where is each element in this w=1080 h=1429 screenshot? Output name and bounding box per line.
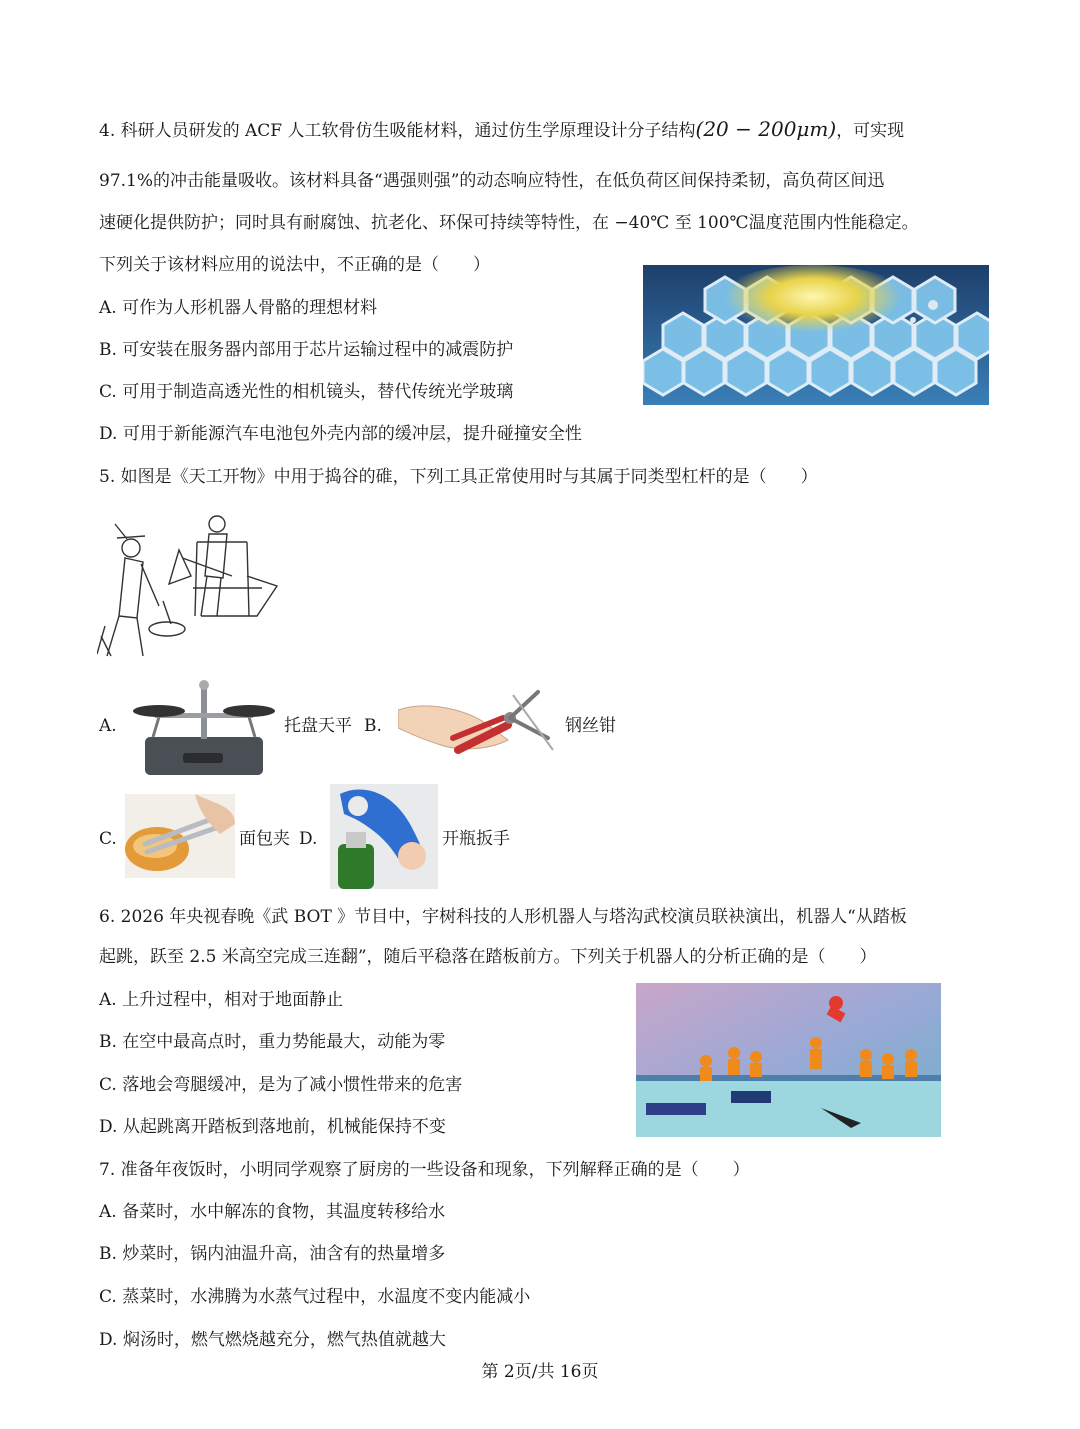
q7-option-b: B. 炒菜时，锅内油温升高，油含有的热量增多: [99, 1244, 446, 1264]
q5-option-c-label: C.: [99, 829, 117, 849]
q5-option-b-text: 钢丝钳: [565, 716, 616, 736]
q5-option-d-label: D.: [299, 829, 318, 849]
robot-performance-image: [636, 983, 941, 1137]
tiangong-kaiwu-pestle-image: [97, 506, 282, 661]
q4-formula: (20 − 200μm): [695, 117, 837, 141]
q4-option-c: C. 可用于制造高透光性的相机镜头，替代传统光学玻璃: [99, 382, 514, 402]
q6-option-d: D. 从起跳离开踏板到落地前，机械能保持不变: [99, 1117, 446, 1137]
honeycomb-material-image: [643, 265, 989, 405]
q4-stem-part1: 4. 科研人员研发的 ACF 人工软骨仿生吸能材料，通过仿生学原理设计分子结构: [99, 121, 696, 141]
q4-stem-tail: ，可实现: [836, 121, 905, 141]
bottle-opener-image: [330, 784, 438, 889]
q7-option-d: D. 焖汤时，燃气燃烧越充分，燃气热值就越大: [99, 1330, 446, 1350]
q6-line-1: 6. 2026 年央视春晚《武 BOT 》节目中，宇树科技的人形机器人与塔沟武校演员联袂演出，机器人“从踏板: [99, 907, 907, 927]
q7-option-c: C. 蒸菜时，水沸腾为水蒸气过程中，水温度不变内能减小: [99, 1287, 531, 1307]
q4-line-1: [99, 118, 904, 142]
q5-stem: 5. 如图是《天工开物》中用于捣谷的碓，下列工具正常使用时与其属于同类型杠杆的是（ ）: [99, 467, 818, 487]
bread-tongs-image: [125, 794, 235, 878]
q7-stem: 7. 准备年夜饭时，小明同学观察了厨房的一些设备和现象，下列解释正确的是（ ）: [99, 1160, 750, 1180]
q5-option-d-text: 开瓶扳手: [442, 829, 510, 849]
q4-line-4: 下列关于该材料应用的说法中，不正确的是（ ）: [99, 255, 490, 275]
q4-option-d: D. 可用于新能源汽车电池包外壳内部的缓冲层，提升碰撞安全性: [99, 424, 582, 444]
balance-scale-image: [125, 675, 283, 780]
q4-line-2: 97.1%的冲击能量吸收。该材料具备“遇强则强”的动态响应特性，在低负荷区间保持柔韧，高负荷区间迅: [99, 171, 885, 191]
q5-option-b-label: B.: [364, 716, 382, 736]
q7-option-a: A. 备菜时，水中解冻的食物，其温度转移给水: [99, 1202, 446, 1222]
q6-option-b: B. 在空中最高点时，重力势能最大，动能为零: [99, 1032, 446, 1052]
q5-option-a-text: 托盘天平: [284, 716, 352, 736]
q6-line-2: 起跳，跃至 2.5 米高空完成三连翻”，随后平稳落在踏板前方。下列关于机器人的分析正确的是（ ）: [99, 947, 877, 967]
q6-option-c: C. 落地会弯腿缓冲，是为了减小惯性带来的危害: [99, 1075, 463, 1095]
q4-option-b: B. 可安装在服务器内部用于芯片运输过程中的减震防护: [99, 340, 514, 360]
q4-line-3: 速硬化提供防护；同时具有耐腐蚀、抗老化、环保可持续等特性，在 −40℃ 至 100℃温度范围内性能稳定。: [99, 213, 919, 233]
wire-pliers-image: [398, 680, 558, 770]
q4-option-a: A. 可作为人形机器人骨骼的理想材料: [99, 298, 378, 318]
q6-option-a: A. 上升过程中，相对于地面静止: [99, 990, 344, 1010]
page-number: 第 2页/共 16页: [481, 1362, 599, 1382]
q5-option-c-text: 面包夹: [239, 829, 290, 849]
q5-option-a-label: A.: [99, 716, 117, 736]
